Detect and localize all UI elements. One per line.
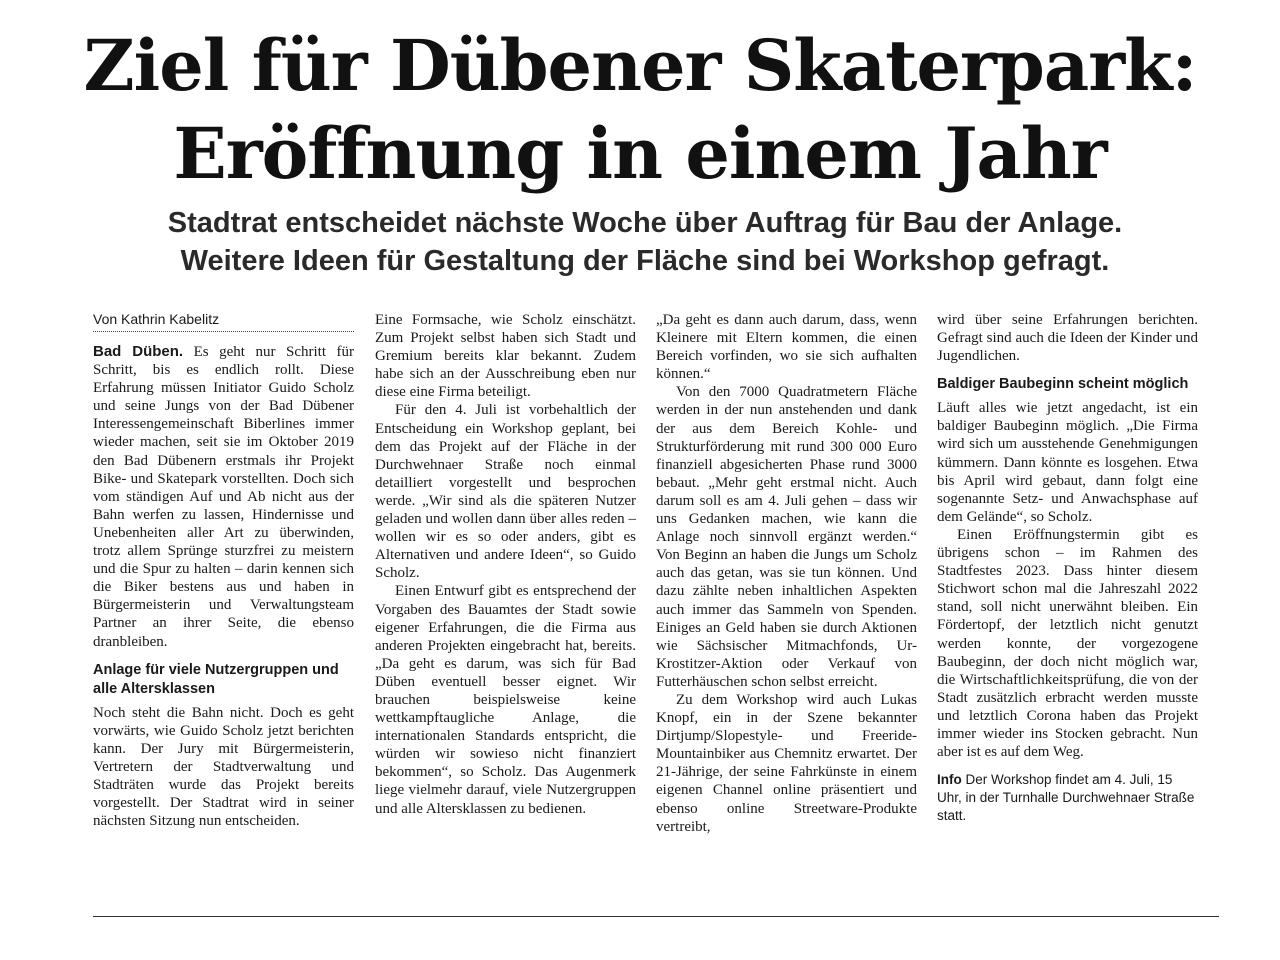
bottom-divider (93, 916, 1219, 917)
paragraph-text: Es geht nur Schritt für Schritt, bis es endlich rollt. Diese Erfahrung müssen Initiator Guido Scholz und seine Jungs von der Bad Dübener Interessengemeinschaft Biberlines immer wieder machen, seit sie im Oktober 2019 den Bad Dübenern erstmals ihr Projekt Bike- und Skatepark vorstellten. Doch sich vom ständigen Auf und Ab nicht aus der Bahn werfen zu lassen, Hindernisse und Unebenheiten aller Art zu überwinden, trotz allem Sprünge sturzfrei zu meistern und die Spur zu halten – darin kennen sich die Biker bestens aus und haben in Bürgermeisterin und Verwaltungsteam Partner an ihrer Seite, die ebenso dranbleiben. (93, 344, 354, 650)
info-label: Info (937, 772, 962, 788)
dateline: Bad Düben. (93, 343, 184, 360)
article-column-1 (93, 311, 354, 830)
paragraph: Eine Formsache, wie Scholz einschätzt. Zum Projekt selbst haben sich Stadt und Gremium bereits klar bekannt. Zudem habe sich an der Ausschreibung eben nur diese eine Firma beteiligt. (375, 312, 636, 401)
subheading: Anlage für viele Nutzergruppen und alle Altersklassen (93, 661, 339, 697)
paragraph: Einen Entwurf gibt es entsprechend der Vorgaben des Bauamtes der Stadt sowie eigener Erfahrungen, die die Firma aus anderen Projekten eingebracht hat, bereits. „Da geht es darum, was sich für Bad Düben eventuell besser eignet. Wir brauchen beispielsweise keine wettkampftaugliche Anlage, die internationalen Standards entspricht, die würden wir sowieso nicht finanziert bekommen“, so Scholz. Das Augenmerk liege vielmehr darauf, viele Nutzergruppen und alle Altersklassen zu bedienen. (375, 583, 636, 817)
paragraph (93, 343, 354, 651)
paragraph: Einen Eröffnungstermin gibt es übrigens schon – im Rahmen des Stadtfestes 2023. Dass hinter diesem Stichwort schon mal die Jahreszahl 2022 stand, soll nicht unerwähnt bleiben. Ein Fördertopf, der letztlich nicht genutzt werden konnte, der vorgezogene Baubeginn, der doch nicht möglich war, die Wirtschaftlichkeitsprüfung, die von der Stadt zusätzlich erbracht werden musste und letztlich Corona haben das Projekt immer wieder ins Stocken gebracht. Nun aber ist es auf dem Weg. (937, 526, 1198, 761)
paragraph: Noch steht die Bahn nicht. Doch es geht vorwärts, wie Guido Scholz jetzt berichten kann. Der Jury mit Bürgermeisterin, Vertretern der Stadtverwaltung und Stadträten wurde das Projekt bereits vorgestellt. Der Stadtrat wird in seiner nächsten Sitzung nun entscheiden. (93, 704, 354, 830)
subheadline-line-2: Weitere Ideen für Gestaltung der Fläche sind bei Workshop gefragt. (180, 245, 1110, 277)
paragraph: Von den 7000 Quadratmetern Fläche werden in der nun anstehenden und dank der aus dem Bereich Kohle- und Strukturförderung mit rund 300 000 Euro finanziell abgesicherten Phase rund 3000 bebaut. „Mehr geht erstmal nicht. Auch darum soll es am 4. Juli gehen – dass wir uns Gedanken machen, wie kann die Anlage noch sinnvoll ergänzt werden.“ Von Beginn an haben die Jungs um Scholz auch das getan, was sie tun können. Und dazu zählte neben inhaltlichen Aspekten auch immer das Sammeln von Spenden. Einiges an Geld haben sie durch Aktionen wie Sächsischer Mitmachfonds, Ur-Krostitzer-Aktion oder Verkauf von Futterhäuschen schon selbst erreicht. (656, 384, 917, 690)
article-column-2 (375, 311, 636, 818)
article-headline (0, 22, 1280, 198)
paragraph: Zu dem Workshop wird auch Lukas Knopf, ein in der Szene bekannter Dirtjump/Slopestyle- und Freeride-Mountainbiker aus Chemnitz erwartet. Der 21-Jährige, der seine Fahrkünste in einem eigenen Channel online präsentiert und ebenso online Streetware-Produkte vertreibt, (656, 691, 917, 835)
headline-line-1: Ziel für Dübener Skaterpark: (83, 24, 1197, 107)
subheadline-line-1: Stadtrat entscheidet nächste Woche über Auftrag für Bau der Anlage. (167, 207, 1123, 239)
article-column-3 (656, 311, 917, 836)
paragraph: wird über seine Erfahrungen berichten. Gefragt sind auch die Ideen der Kinder und Jugendlichen. (937, 312, 1198, 365)
byline: Von Kathrin Kabelitz (93, 311, 354, 332)
info-box (937, 771, 1198, 825)
subheading: Baldiger Baubeginn scheint möglich (937, 376, 1189, 393)
paragraph: Für den 4. Juli ist vorbehaltlich der Entscheidung ein Workshop geplant, bei dem das Projekt auf der Fläche in der Durchwehnaer Straße noch einmal detailliert vorgestellt und besprochen werde. „Wir sind als die späteren Nutzer geladen und wollen dann über alles reden – wollen wir es so oder anders, gibt es Alternativen und andere Ideen“, so Guido Scholz. (375, 402, 636, 582)
headline-line-2: Eröffnung in einem Jahr (173, 112, 1107, 195)
info-text: Der Workshop findet am 4. Juli, 15 Uhr, in der Turnhalle Durchwehnaer Straße statt. (937, 772, 1195, 824)
paragraph: „Da geht es dann auch darum, dass, wenn Kleinere mit Eltern kommen, die einen Bereich vorfinden, wo sie sich aufhalten können.“ (656, 312, 917, 383)
paragraph: Läuft alles wie jetzt angedacht, ist ein baldiger Baubeginn möglich. „Die Firma wird sich um ausstehende Genehmigungen kümmern. Dann könnte es losgehen. Etwa bis April wird gebaut, dann folgt eine sogenannte Setz- und Anwachsphase auf dem Gelände“, so Scholz. (937, 400, 1198, 525)
article-subheadline (0, 204, 1280, 280)
article-column-4 (937, 311, 1198, 825)
